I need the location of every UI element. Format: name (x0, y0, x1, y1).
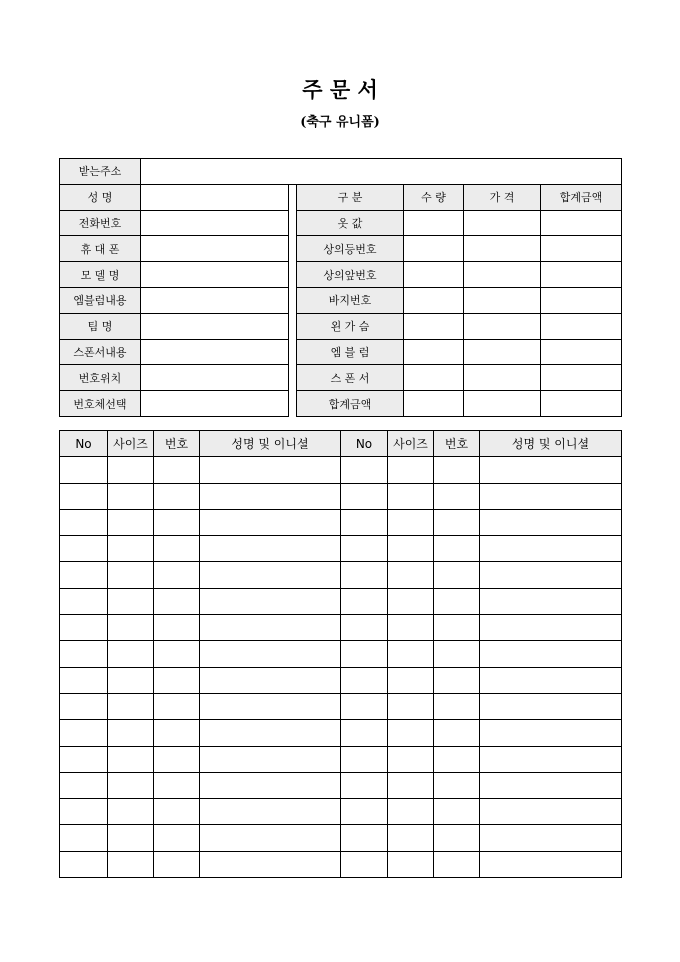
price-column-header: 합계금액 (541, 184, 622, 210)
order-cell[interactable] (434, 562, 480, 588)
order-cell[interactable] (388, 562, 434, 588)
column-gap (289, 236, 297, 262)
order-row (60, 851, 622, 877)
order-cell[interactable] (341, 667, 388, 693)
order-cell[interactable] (341, 799, 388, 825)
order-cell[interactable] (434, 509, 480, 535)
order-cell[interactable] (60, 641, 108, 667)
customer-field-value[interactable] (141, 313, 289, 339)
order-cell[interactable] (200, 509, 341, 535)
price-cell[interactable] (464, 339, 541, 365)
order-row (60, 720, 622, 746)
quantity-cell[interactable] (404, 262, 464, 288)
order-cell[interactable] (388, 825, 434, 851)
order-cell[interactable] (388, 693, 434, 719)
order-cell[interactable] (341, 825, 388, 851)
order-cell[interactable] (480, 825, 622, 851)
order-cell[interactable] (60, 746, 108, 772)
total-cell[interactable] (541, 313, 622, 339)
order-row (60, 746, 622, 772)
order-cell[interactable] (480, 667, 622, 693)
order-cell[interactable] (108, 509, 154, 535)
customer-field-label: 번호체선택 (60, 391, 141, 417)
price-item-label: 바지번호 (297, 287, 404, 313)
price-column-header: 수 량 (404, 184, 464, 210)
info-row (60, 365, 622, 391)
order-cell[interactable] (200, 588, 341, 614)
order-row (60, 667, 622, 693)
order-cell[interactable] (108, 746, 154, 772)
customer-field-label: 팀 명 (60, 313, 141, 339)
price-cell[interactable] (464, 287, 541, 313)
order-row (60, 509, 622, 535)
order-cell[interactable] (480, 536, 622, 562)
order-column-header: 사이즈 (388, 431, 434, 457)
order-cell[interactable] (341, 720, 388, 746)
order-cell[interactable] (60, 562, 108, 588)
order-cell[interactable] (108, 772, 154, 798)
order-cell[interactable] (154, 667, 200, 693)
order-cell[interactable] (154, 615, 200, 641)
page-title: 주 문 서 (302, 77, 378, 102)
total-cell[interactable] (541, 236, 622, 262)
order-row (60, 536, 622, 562)
order-row (60, 641, 622, 667)
price-item-label: 옷 값 (297, 210, 404, 236)
price-item-label: 상의등번호 (297, 236, 404, 262)
order-cell[interactable] (200, 720, 341, 746)
order-cell[interactable] (434, 720, 480, 746)
info-row (60, 236, 622, 262)
order-column-header: No (341, 431, 388, 457)
order-cell[interactable] (108, 825, 154, 851)
order-cell[interactable] (108, 588, 154, 614)
order-cell[interactable] (434, 667, 480, 693)
info-row (60, 339, 622, 365)
order-cell[interactable] (388, 772, 434, 798)
order-column-header: 번호 (154, 431, 200, 457)
order-row (60, 772, 622, 798)
order-cell[interactable] (154, 825, 200, 851)
order-cell[interactable] (341, 457, 388, 483)
customer-field-value[interactable] (141, 391, 289, 417)
order-cell[interactable] (200, 536, 341, 562)
order-cell[interactable] (60, 772, 108, 798)
order-cell[interactable] (154, 641, 200, 667)
order-cell[interactable] (480, 457, 622, 483)
customer-field-label: 스폰서내용 (60, 339, 141, 365)
order-cell[interactable] (388, 615, 434, 641)
customer-field-label: 엠블럼내용 (60, 287, 141, 313)
order-row (60, 562, 622, 588)
order-cell[interactable] (341, 536, 388, 562)
order-cell[interactable] (60, 509, 108, 535)
address-label: 받는주소 (60, 159, 141, 185)
column-gap (289, 287, 297, 313)
order-column-header: 사이즈 (108, 431, 154, 457)
order-cell[interactable] (341, 562, 388, 588)
order-cell[interactable] (388, 720, 434, 746)
order-row (60, 483, 622, 509)
order-cell[interactable] (341, 851, 388, 877)
order-row (60, 588, 622, 614)
order-header-row (60, 431, 622, 457)
order-cell[interactable] (480, 851, 622, 877)
order-cell[interactable] (60, 483, 108, 509)
order-cell[interactable] (60, 667, 108, 693)
order-cell[interactable] (388, 799, 434, 825)
page-subtitle: (축구 유니폼) (300, 115, 380, 130)
order-cell[interactable] (434, 588, 480, 614)
order-column-header: 성명 및 이니셜 (480, 431, 622, 457)
total-cell[interactable] (541, 391, 622, 417)
price-cell[interactable] (464, 210, 541, 236)
customer-field-value[interactable] (141, 184, 289, 210)
order-cell[interactable] (341, 615, 388, 641)
customer-field-value[interactable] (141, 287, 289, 313)
price-cell[interactable] (464, 262, 541, 288)
info-row (60, 184, 622, 210)
order-cell[interactable] (480, 615, 622, 641)
order-cell[interactable] (388, 457, 434, 483)
order-cell[interactable] (108, 851, 154, 877)
order-row (60, 615, 622, 641)
info-row (60, 210, 622, 236)
price-item-label: 스 폰 서 (297, 365, 404, 391)
customer-field-value[interactable] (141, 210, 289, 236)
order-cell[interactable] (388, 667, 434, 693)
order-cell[interactable] (60, 720, 108, 746)
address-row (60, 159, 622, 185)
order-cell[interactable] (434, 457, 480, 483)
order-cell[interactable] (154, 588, 200, 614)
order-cell[interactable] (434, 851, 480, 877)
order-cell[interactable] (60, 615, 108, 641)
order-cell[interactable] (108, 667, 154, 693)
order-cell[interactable] (154, 693, 200, 719)
column-gap (289, 365, 297, 391)
quantity-cell[interactable] (404, 287, 464, 313)
order-cell[interactable] (154, 562, 200, 588)
quantity-cell[interactable] (404, 365, 464, 391)
order-cell[interactable] (108, 457, 154, 483)
order-cell[interactable] (341, 772, 388, 798)
customer-field-value[interactable] (141, 365, 289, 391)
order-cell[interactable] (60, 457, 108, 483)
price-cell[interactable] (464, 365, 541, 391)
quantity-cell[interactable] (404, 339, 464, 365)
order-cell[interactable] (60, 799, 108, 825)
order-cell[interactable] (154, 851, 200, 877)
total-cell[interactable] (541, 339, 622, 365)
customer-field-value[interactable] (141, 262, 289, 288)
order-cell[interactable] (434, 693, 480, 719)
price-column-header: 가 격 (464, 184, 541, 210)
info-row (60, 287, 622, 313)
order-row (60, 825, 622, 851)
order-cell[interactable] (388, 536, 434, 562)
order-cell[interactable] (200, 562, 341, 588)
order-info-table (59, 158, 622, 417)
price-cell[interactable] (464, 236, 541, 262)
order-cell[interactable] (434, 641, 480, 667)
order-cell[interactable] (388, 588, 434, 614)
order-cell[interactable] (200, 693, 341, 719)
price-item-label: 엠 블 럼 (297, 339, 404, 365)
order-cell[interactable] (434, 825, 480, 851)
order-cell[interactable] (200, 483, 341, 509)
order-cell[interactable] (200, 641, 341, 667)
order-cell[interactable] (60, 536, 108, 562)
order-cell[interactable] (480, 483, 622, 509)
price-column-header: 구 분 (297, 184, 404, 210)
order-cell[interactable] (434, 483, 480, 509)
order-row (60, 799, 622, 825)
order-cell[interactable] (480, 746, 622, 772)
order-cell[interactable] (108, 720, 154, 746)
customer-field-label: 휴 대 폰 (60, 236, 141, 262)
column-gap (289, 210, 297, 236)
order-cell[interactable] (154, 483, 200, 509)
customer-field-label: 전화번호 (60, 210, 141, 236)
order-cell[interactable] (480, 509, 622, 535)
order-cell[interactable] (200, 799, 341, 825)
info-row (60, 262, 622, 288)
total-cell[interactable] (541, 365, 622, 391)
customer-field-label: 모 델 명 (60, 262, 141, 288)
order-cell[interactable] (200, 615, 341, 641)
order-cell[interactable] (200, 746, 341, 772)
order-column-header: No (60, 431, 108, 457)
order-cell[interactable] (480, 588, 622, 614)
order-column-header: 성명 및 이니셜 (200, 431, 341, 457)
order-cell[interactable] (200, 851, 341, 877)
order-cell[interactable] (154, 772, 200, 798)
order-cell[interactable] (108, 562, 154, 588)
order-cell[interactable] (388, 746, 434, 772)
info-row (60, 391, 622, 417)
column-gap (289, 262, 297, 288)
order-cell[interactable] (154, 457, 200, 483)
order-cell[interactable] (341, 509, 388, 535)
order-cell[interactable] (480, 693, 622, 719)
order-cell[interactable] (341, 641, 388, 667)
order-cell[interactable] (434, 772, 480, 798)
total-cell[interactable] (541, 210, 622, 236)
customer-field-value[interactable] (141, 339, 289, 365)
info-row (60, 313, 622, 339)
order-cell[interactable] (108, 693, 154, 719)
total-cell[interactable] (541, 262, 622, 288)
order-cell[interactable] (341, 693, 388, 719)
order-cell[interactable] (341, 483, 388, 509)
quantity-cell[interactable] (404, 236, 464, 262)
order-column-header: 번호 (434, 431, 480, 457)
column-gap (289, 184, 297, 210)
order-cell[interactable] (154, 799, 200, 825)
order-cell[interactable] (434, 746, 480, 772)
order-cell[interactable] (434, 536, 480, 562)
order-cell[interactable] (60, 693, 108, 719)
order-cell[interactable] (154, 720, 200, 746)
price-item-label: 왼 가 슴 (297, 313, 404, 339)
price-cell[interactable] (464, 313, 541, 339)
order-cell[interactable] (480, 641, 622, 667)
order-cell[interactable] (480, 562, 622, 588)
order-cell[interactable] (388, 483, 434, 509)
customer-field-label: 성 명 (60, 184, 141, 210)
order-cell[interactable] (154, 746, 200, 772)
order-cell[interactable] (200, 825, 341, 851)
quantity-cell[interactable] (404, 391, 464, 417)
order-row (60, 457, 622, 483)
customer-field-value[interactable] (141, 236, 289, 262)
address-field[interactable] (141, 159, 622, 185)
order-row (60, 693, 622, 719)
quantity-cell[interactable] (404, 210, 464, 236)
column-gap (289, 313, 297, 339)
order-cell[interactable] (60, 825, 108, 851)
order-cell[interactable] (388, 641, 434, 667)
order-cell[interactable] (388, 509, 434, 535)
quantity-cell[interactable] (404, 313, 464, 339)
order-cell[interactable] (108, 483, 154, 509)
order-cell[interactable] (480, 799, 622, 825)
customer-field-label: 번호위치 (60, 365, 141, 391)
order-cell[interactable] (434, 615, 480, 641)
order-cell[interactable] (200, 667, 341, 693)
column-gap (289, 339, 297, 365)
price-item-label: 상의앞번호 (297, 262, 404, 288)
order-list-table (59, 430, 622, 878)
order-cell[interactable] (60, 588, 108, 614)
order-cell[interactable] (108, 536, 154, 562)
order-cell[interactable] (108, 641, 154, 667)
order-cell[interactable] (108, 799, 154, 825)
order-cell[interactable] (200, 457, 341, 483)
price-cell[interactable] (464, 391, 541, 417)
order-cell[interactable] (341, 746, 388, 772)
order-cell[interactable] (108, 615, 154, 641)
order-cell[interactable] (480, 772, 622, 798)
order-cell[interactable] (341, 588, 388, 614)
column-gap (289, 391, 297, 417)
order-cell[interactable] (154, 536, 200, 562)
order-cell[interactable] (60, 851, 108, 877)
order-cell[interactable] (388, 851, 434, 877)
order-cell[interactable] (480, 720, 622, 746)
price-item-label: 합계금액 (297, 391, 404, 417)
order-cell[interactable] (154, 509, 200, 535)
order-cell[interactable] (434, 799, 480, 825)
total-cell[interactable] (541, 287, 622, 313)
order-cell[interactable] (200, 772, 341, 798)
